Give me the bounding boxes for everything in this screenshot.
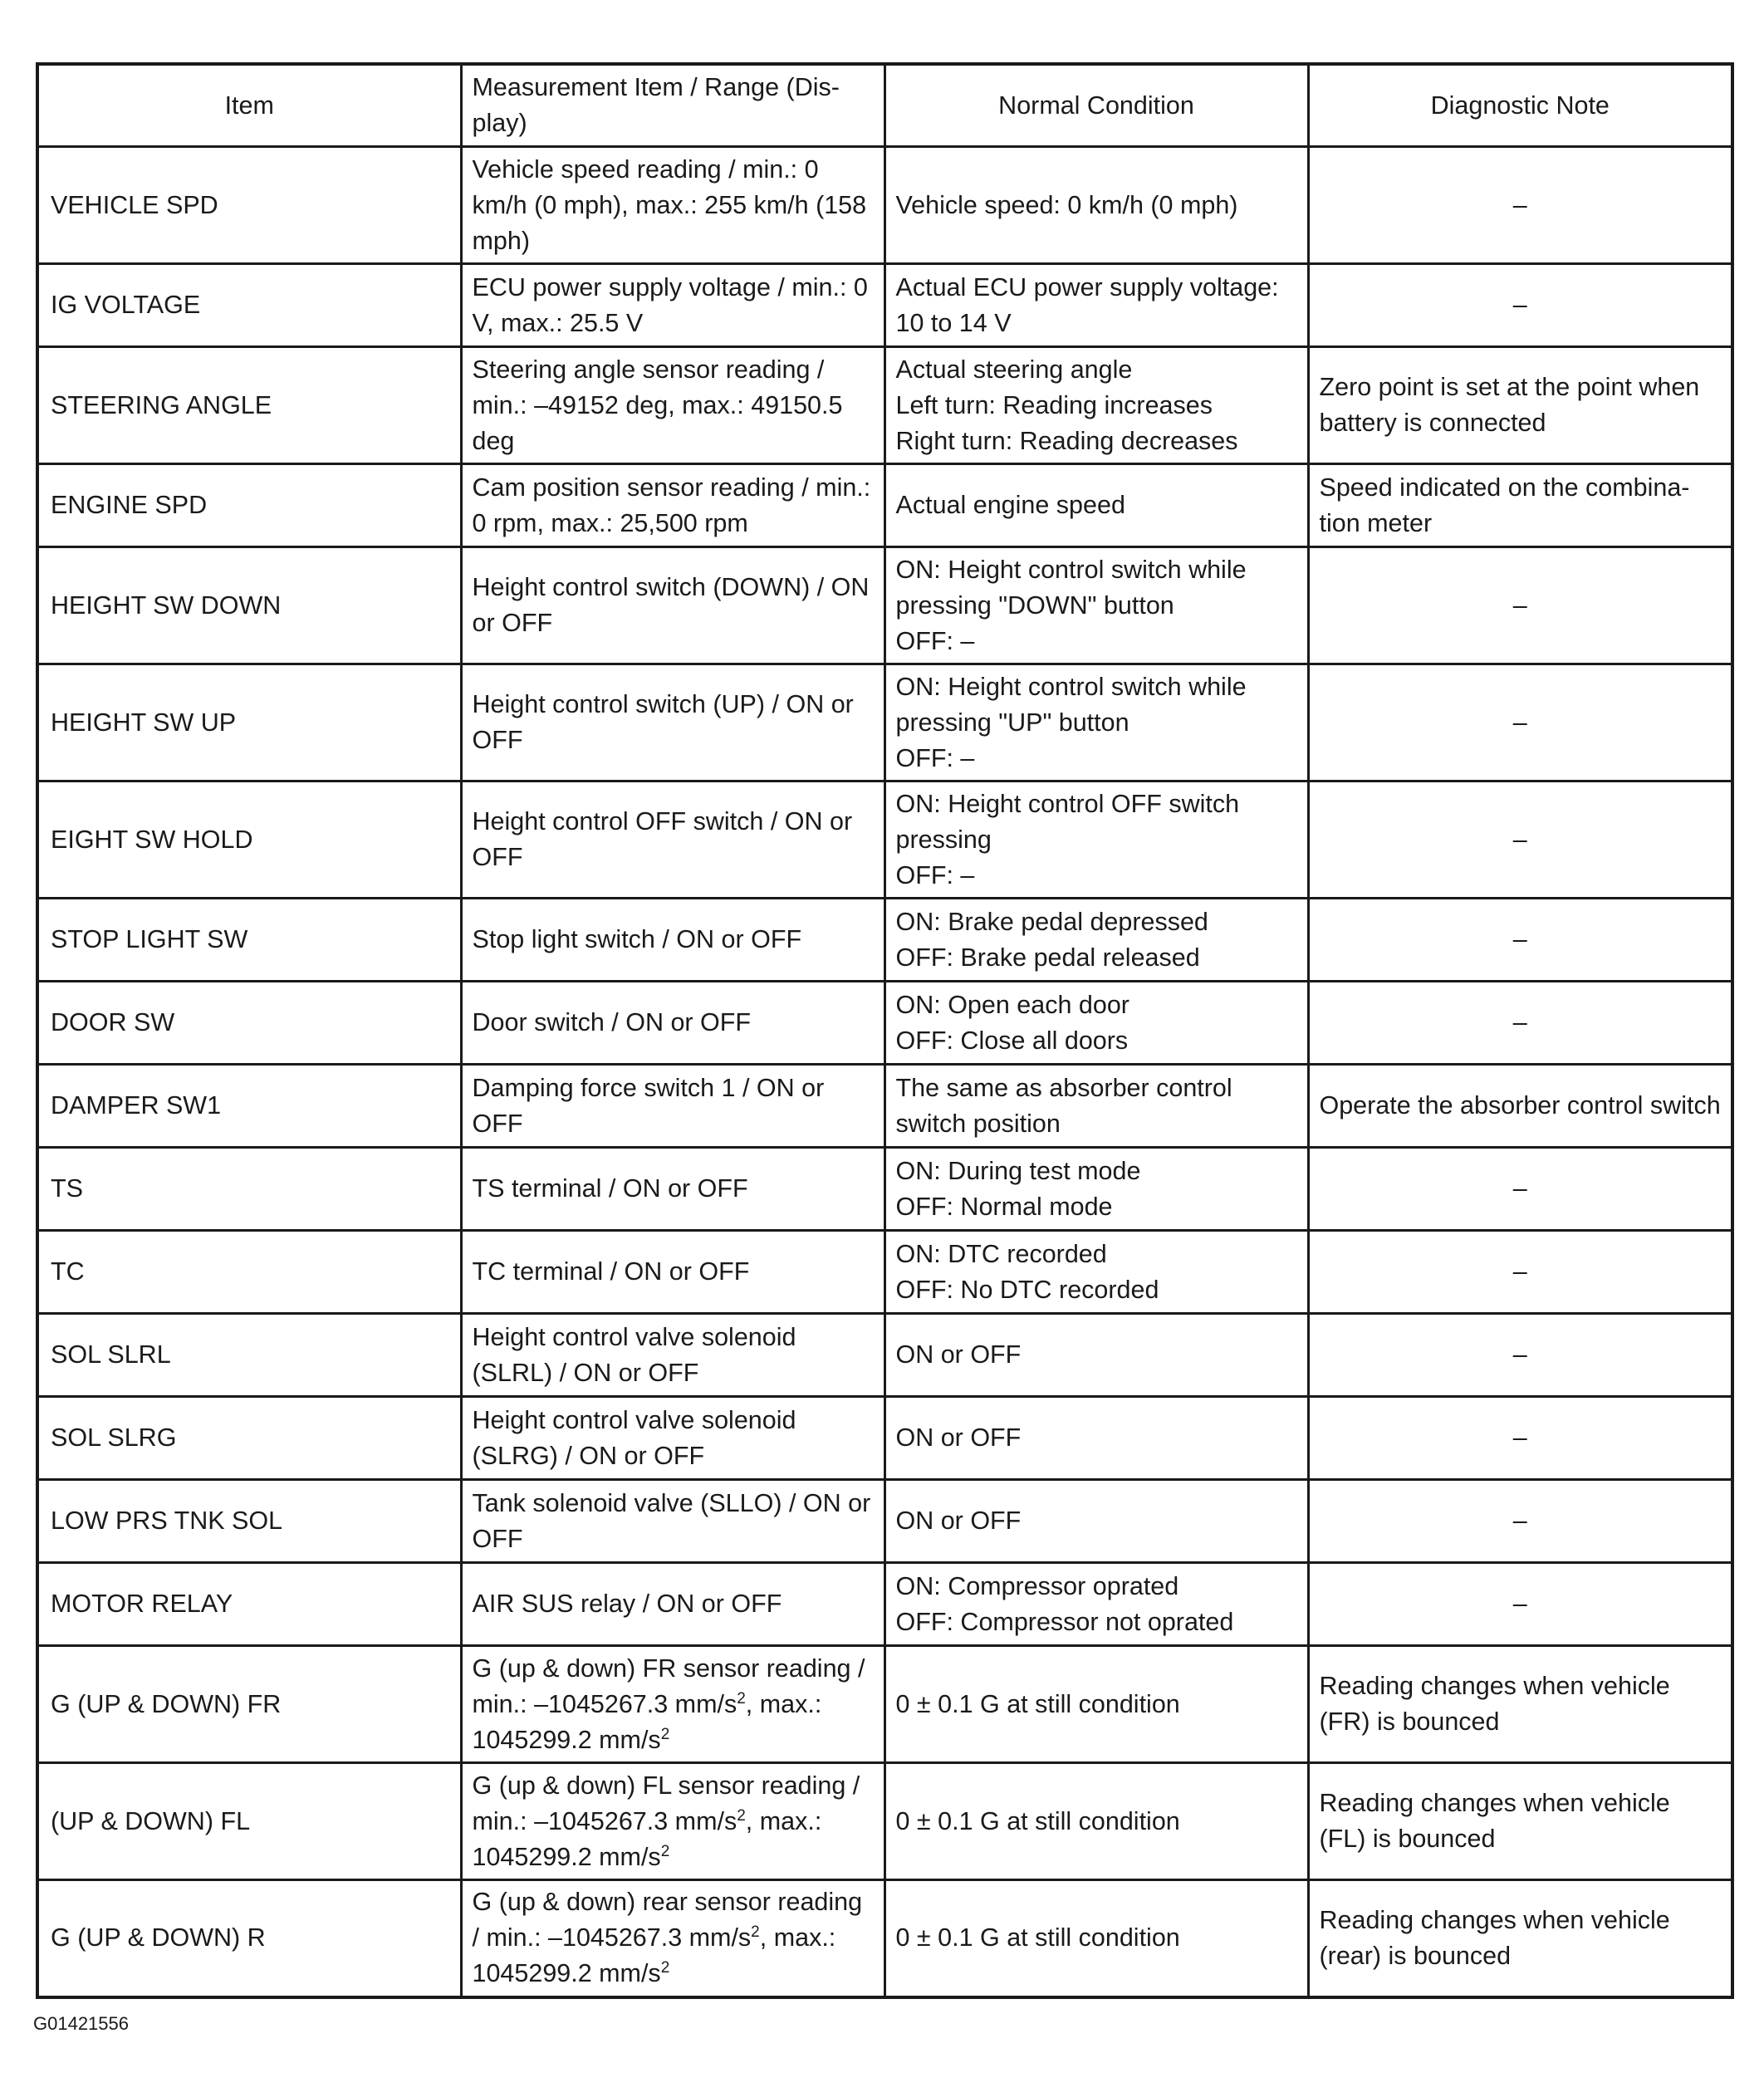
- cell-item: DOOR SW: [37, 982, 461, 1065]
- header-normal-condition: Normal Condition: [884, 64, 1308, 147]
- cell-measurement: Damping force switch 1 / ON or OFF: [461, 1065, 884, 1148]
- cell-item: DAMPER SW1: [37, 1065, 461, 1148]
- cell-diagnostic-note: –: [1308, 147, 1732, 264]
- header-measurement: Measurement Item / Range (Dis-play): [461, 64, 884, 147]
- cell-diagnostic-note: Operate the absorber control switch: [1308, 1065, 1732, 1148]
- cell-diagnostic-note: –: [1308, 1480, 1732, 1563]
- table-row: [37, 899, 1732, 982]
- table-row: [37, 1646, 1732, 1763]
- cell-diagnostic-note: –: [1308, 1563, 1732, 1646]
- cell-normal-condition: Actual ECU power supply voltage: 10 to 14 V: [884, 264, 1308, 347]
- cell-item: STEERING ANGLE: [37, 347, 461, 464]
- cell-normal-condition: Actual engine speed: [884, 464, 1308, 547]
- cell-measurement: Steering angle sensor reading / min.: –49152 deg, max.: 49150.5 deg: [461, 347, 884, 464]
- table-row: [37, 1314, 1732, 1397]
- cell-measurement: ECU power supply voltage / min.: 0 V, max.: 25.5 V: [461, 264, 884, 347]
- cell-item: ENGINE SPD: [37, 464, 461, 547]
- table-row: [37, 1563, 1732, 1646]
- cell-measurement: Height control switch (DOWN) / ON or OFF: [461, 547, 884, 664]
- cell-item: HEIGHT SW UP: [37, 664, 461, 781]
- table-row: [37, 1065, 1732, 1148]
- cell-measurement: Height control switch (UP) / ON or OFF: [461, 664, 884, 781]
- cell-normal-condition: Vehicle speed: 0 km/h (0 mph): [884, 147, 1308, 264]
- table-row: [37, 664, 1732, 781]
- cell-measurement: G (up & down) rear sensor reading / min.: –1045267.3 $mm/s^2$, max.: 1045299.2 $mm/s^2$: [461, 1880, 884, 1997]
- cell-measurement: Door switch / ON or OFF: [461, 982, 884, 1065]
- cell-item: STOP LIGHT SW: [37, 899, 461, 982]
- cell-item: LOW PRS TNK SOL: [37, 1480, 461, 1563]
- cell-measurement: Cam position sensor reading / min.: 0 rpm, max.: 25,500 rpm: [461, 464, 884, 547]
- cell-item: TS: [37, 1148, 461, 1231]
- cell-diagnostic-note: –: [1308, 1397, 1732, 1480]
- cell-diagnostic-note: –: [1308, 664, 1732, 781]
- cell-item: G (UP & DOWN) FR: [37, 1646, 461, 1763]
- cell-normal-condition: ON or OFF: [884, 1397, 1308, 1480]
- table-row: [37, 1148, 1732, 1231]
- cell-measurement: G (up & down) FL sensor reading / min.: –1045267.3 $mm/s^2$, max.: 1045299.2 $mm/s^2$: [461, 1763, 884, 1880]
- table-row: [37, 264, 1732, 347]
- table-row: [37, 1763, 1732, 1880]
- cell-measurement: AIR SUS relay / ON or OFF: [461, 1563, 884, 1646]
- cell-normal-condition: Actual steering angle Left turn: Reading increases Right turn: Reading decreases: [884, 347, 1308, 464]
- table-header-row: [37, 64, 1732, 147]
- table-row: [37, 464, 1732, 547]
- cell-normal-condition: ON: Height control OFF switch pressing OFF: –: [884, 781, 1308, 899]
- cell-normal-condition: 0 ± 0.1 G at still condition: [884, 1763, 1308, 1880]
- cell-diagnostic-note: –: [1308, 264, 1732, 347]
- cell-diagnostic-note: –: [1308, 781, 1732, 899]
- cell-measurement: G (up & down) FR sensor reading / min.: –1045267.3 $mm/s^2$, max.: 1045299.2 $mm/s^2$: [461, 1646, 884, 1763]
- table-row: [37, 347, 1732, 464]
- cell-measurement: Vehicle speed reading / min.: 0 km/h (0 mph), max.: 255 km/h (158 mph): [461, 147, 884, 264]
- header-item: Item: [37, 64, 461, 147]
- cell-item: IG VOLTAGE: [37, 264, 461, 347]
- cell-measurement: Height control valve solenoid (SLRG) / ON or OFF: [461, 1397, 884, 1480]
- cell-diagnostic-note: –: [1308, 1148, 1732, 1231]
- cell-item: TC: [37, 1231, 461, 1314]
- cell-diagnostic-note: Reading changes when vehicle (FL) is bounced: [1308, 1763, 1732, 1880]
- cell-diagnostic-note: –: [1308, 982, 1732, 1065]
- cell-diagnostic-note: Reading changes when vehicle (rear) is bounced: [1308, 1880, 1732, 1997]
- cell-normal-condition: ON: Height control switch while pressing "DOWN" button OFF: –: [884, 547, 1308, 664]
- table-row: [37, 982, 1732, 1065]
- cell-diagnostic-note: Zero point is set at the point when battery is connected: [1308, 347, 1732, 464]
- cell-item: G (UP & DOWN) R: [37, 1880, 461, 1997]
- cell-measurement: Tank solenoid valve (SLLO) / ON or OFF: [461, 1480, 884, 1563]
- table-row: [37, 1480, 1732, 1563]
- cell-item: HEIGHT SW DOWN: [37, 547, 461, 664]
- data-list-table: [36, 62, 1734, 1999]
- cell-measurement: TC terminal / ON or OFF: [461, 1231, 884, 1314]
- cell-normal-condition: 0 ± 0.1 G at still condition: [884, 1880, 1308, 1997]
- cell-measurement: Height control valve solenoid (SLRL) / ON or OFF: [461, 1314, 884, 1397]
- table-row: [37, 1397, 1732, 1480]
- cell-normal-condition: ON: During test mode OFF: Normal mode: [884, 1148, 1308, 1231]
- cell-normal-condition: ON: Height control switch while pressing "UP" button OFF: –: [884, 664, 1308, 781]
- cell-normal-condition: 0 ± 0.1 G at still condition: [884, 1646, 1308, 1763]
- cell-item: SOL SLRL: [37, 1314, 461, 1397]
- figure-id: G01421556: [33, 2013, 129, 2034]
- table-row: [37, 1880, 1732, 1997]
- cell-normal-condition: ON: Brake pedal depressed OFF: Brake pedal released: [884, 899, 1308, 982]
- cell-normal-condition: ON: Open each door OFF: Close all doors: [884, 982, 1308, 1065]
- cell-measurement: Height control OFF switch / ON or OFF: [461, 781, 884, 899]
- cell-item: EIGHT SW HOLD: [37, 781, 461, 899]
- table-row: [37, 1231, 1732, 1314]
- cell-diagnostic-note: –: [1308, 547, 1732, 664]
- cell-diagnostic-note: Reading changes when vehicle (FR) is bounced: [1308, 1646, 1732, 1763]
- cell-diagnostic-note: –: [1308, 899, 1732, 982]
- cell-item: VEHICLE SPD: [37, 147, 461, 264]
- table-row: [37, 781, 1732, 899]
- table-row: [37, 147, 1732, 264]
- cell-normal-condition: The same as absorber control switch position: [884, 1065, 1308, 1148]
- cell-measurement: Stop light switch / ON or OFF: [461, 899, 884, 982]
- cell-normal-condition: ON: Compressor oprated OFF: Compressor not oprated: [884, 1563, 1308, 1646]
- cell-measurement: TS terminal / ON or OFF: [461, 1148, 884, 1231]
- cell-diagnostic-note: –: [1308, 1314, 1732, 1397]
- cell-normal-condition: ON: DTC recorded OFF: No DTC recorded: [884, 1231, 1308, 1314]
- table-row: [37, 547, 1732, 664]
- header-diagnostic-note: Diagnostic Note: [1308, 64, 1732, 147]
- cell-diagnostic-note: –: [1308, 1231, 1732, 1314]
- cell-normal-condition: ON or OFF: [884, 1480, 1308, 1563]
- cell-item: (UP & DOWN) FL: [37, 1763, 461, 1880]
- cell-item: MOTOR RELAY: [37, 1563, 461, 1646]
- cell-item: SOL SLRG: [37, 1397, 461, 1480]
- cell-normal-condition: ON or OFF: [884, 1314, 1308, 1397]
- cell-diagnostic-note: Speed indicated on the combina-tion meter: [1308, 464, 1732, 547]
